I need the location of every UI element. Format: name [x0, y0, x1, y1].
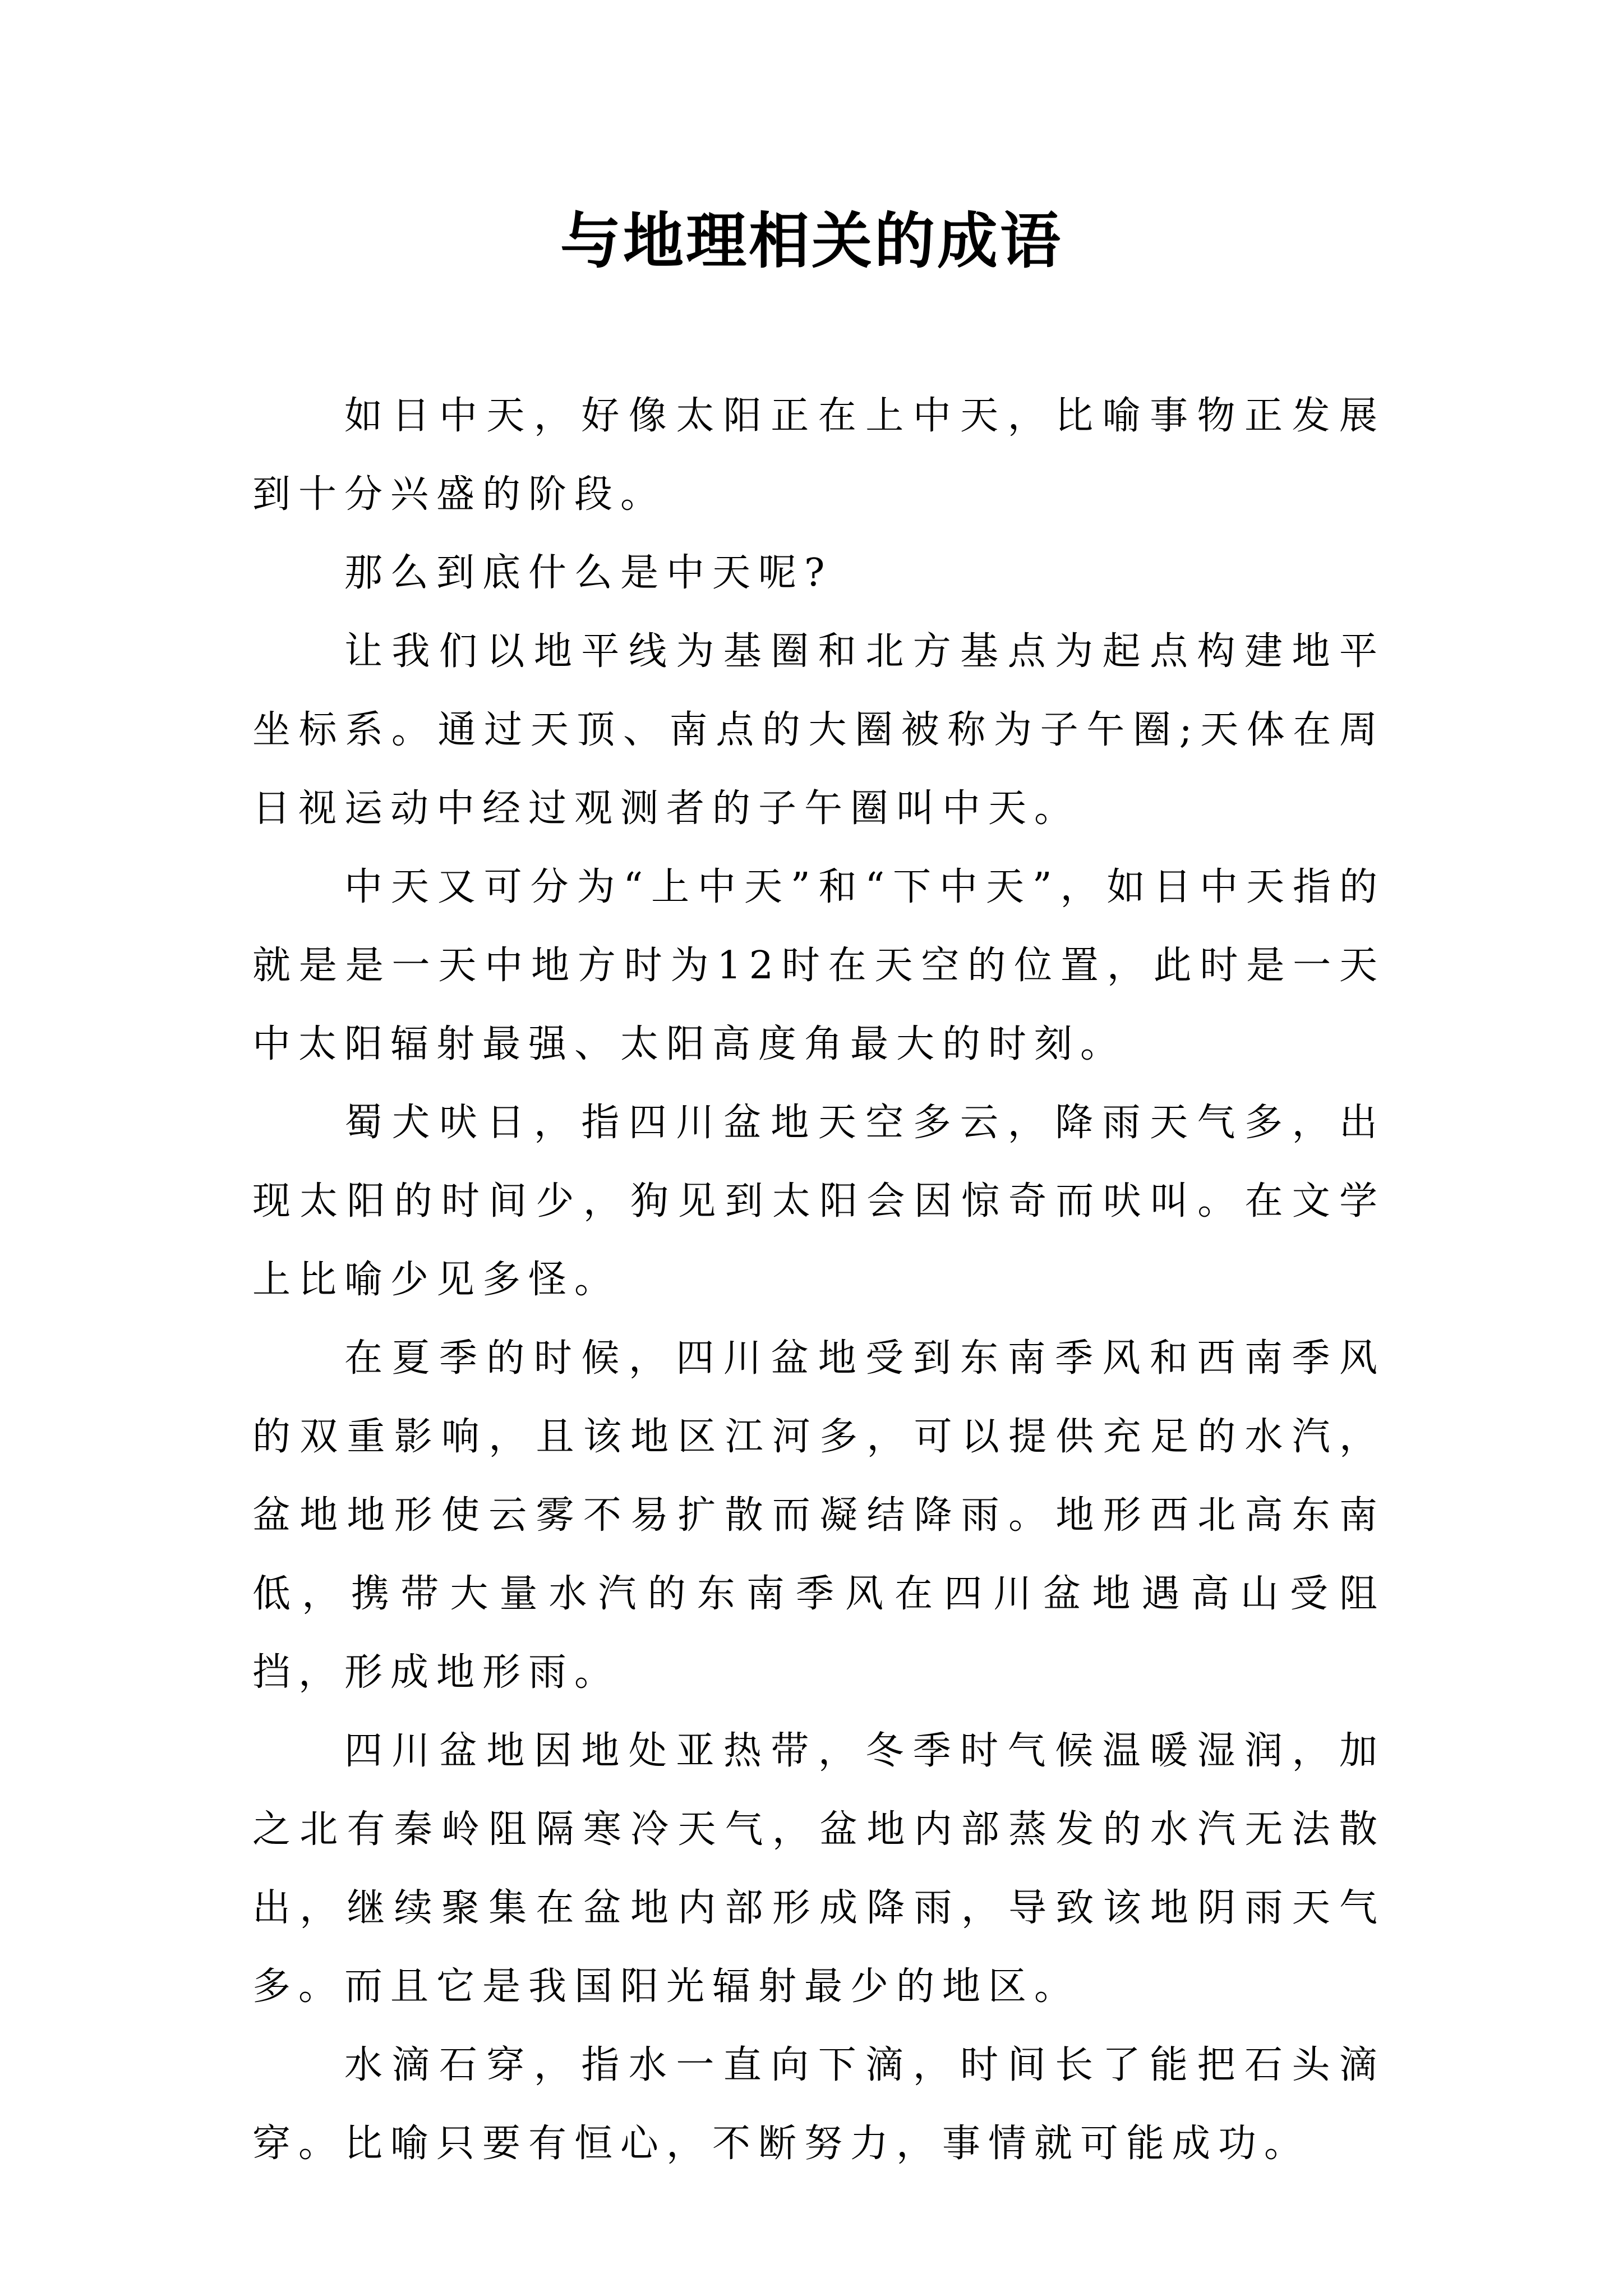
document-body	[252, 377, 1385, 2183]
paragraph-8: 水滴石穿，指水一直向下滴，时间长了能把石头滴穿。比喻只要有恒心，不断努力，事情就可能成功。	[252, 2043, 1385, 2166]
paragraph-4: 中天又可分为“上中天”和“下中天”，如日中天指的就是是一天中地方时为12时在天空的位置，此时是一天中太阳辐射最强、太阳高度角最大的时刻。	[252, 865, 1385, 1066]
document-title: 与地理相关的成语	[560, 206, 1063, 277]
paragraph-7: 四川盆地因地处亚热带，冬季时气候温暖湿润，加之北有秦岭阻隔寒冷天气，盆地内部蒸发的水汽无法散出，继续聚集在盆地内部形成降雨，导致该地阴雨天气多。而且它是我国阳光辐射最少的地区。	[252, 1729, 1385, 2009]
paragraph-1: 如日中天，好像太阳正在上中天，比喻事物正发展到十分兴盛的阶段。	[252, 394, 1385, 517]
paragraph-6: 在夏季的时候，四川盆地受到东南季风和西南季风的双重影响，且该地区江河多，可以提供充足的水汽，盆地地形使云雾不易扩散而凝结降雨。地形西北高东南低，携带大量水汽的东南季风在四川盆地遇高山受阻挡，形成地形雨。	[252, 1336, 1385, 1695]
paragraph-2: 那么到底什么是中天呢?	[344, 551, 833, 595]
paragraph-3: 让我们以地平线为基圈和北方基点为起点构建地平坐标系。通过天顶、南点的大圈被称为子午圈;天体在周日视运动中经过观测者的子午圈叫中天。	[252, 629, 1385, 831]
paragraph-5: 蜀犬吠日，指四川盆地天空多云，降雨天气多，出现太阳的时间少，狗见到太阳会因惊奇而吠叫。在文学上比喻少见多怪。	[252, 1101, 1385, 1302]
